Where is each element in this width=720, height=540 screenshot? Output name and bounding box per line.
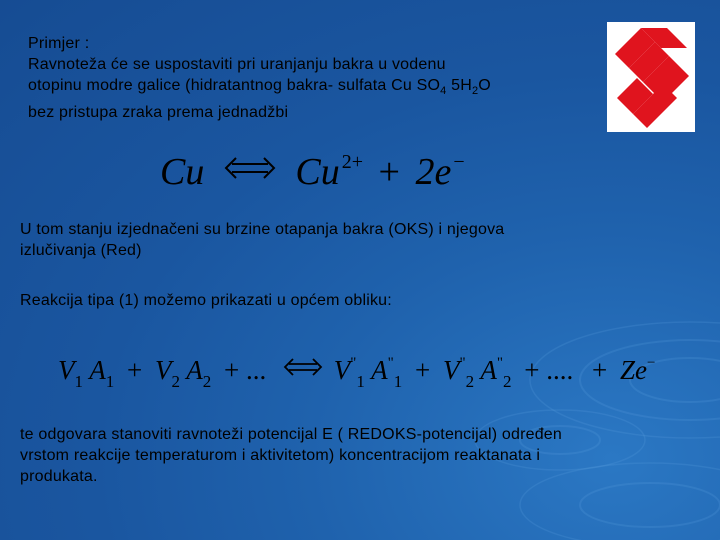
intro-line-2: Ravnoteža će se uspostaviti pri uranjanju bakra u vodenu [28,56,446,73]
eq1-plus: + [378,151,400,193]
state-line-2: izlučivanja (Red) [20,242,142,259]
eq1-electron-charge: − [453,151,465,173]
eq1-rhs-charge: 2+ [341,151,363,173]
reaction-paragraph: Reakcija tipa (1) možemo prikazati u općem obliku: [20,292,392,309]
conclusion-line-3: produkata. [20,468,98,485]
eq1-lhs: Cu [160,151,205,193]
eq1-electrons: 2e [415,151,452,193]
copper-equilibrium-equation [160,150,465,194]
red-zigzag-logo-icon [607,22,695,132]
conclusion-paragraph [20,424,700,487]
double-arrow-icon [283,357,323,377]
intro-line-4: bez pristupa zraka prema jednadžbi [28,104,289,122]
intro-line-1: Primjer : [28,35,90,52]
intro-paragraph [28,33,608,123]
conclusion-line-1: te odgovara stanoviti ravnoteži potencijal E ( REDOKS-potencijal) određen [20,426,562,443]
conclusion-line-2: vrstom reakcije temperaturom i aktivitetom) koncentracijom reaktanata i [20,447,541,464]
state-paragraph [20,219,680,261]
state-line-1: U tom stanju izjednačeni su brzine otapanja bakra (OKS) i njegova [20,221,505,238]
eq1-rhs-species: Cu [295,151,340,193]
general-reaction-equation: $V_1$ $A_1 + V_2$ $A_2$ + ... $V^"_1$ $A^"_1 + V^"_2$ $A^"_2$ + .... + Ze− [58,355,656,391]
double-arrow-icon [224,156,276,180]
intro-line-3: otopinu modre galice (hidratantnog bakra- sulfata Cu $SO_4$ $5H_2O$ [28,77,491,98]
logo [607,22,695,132]
